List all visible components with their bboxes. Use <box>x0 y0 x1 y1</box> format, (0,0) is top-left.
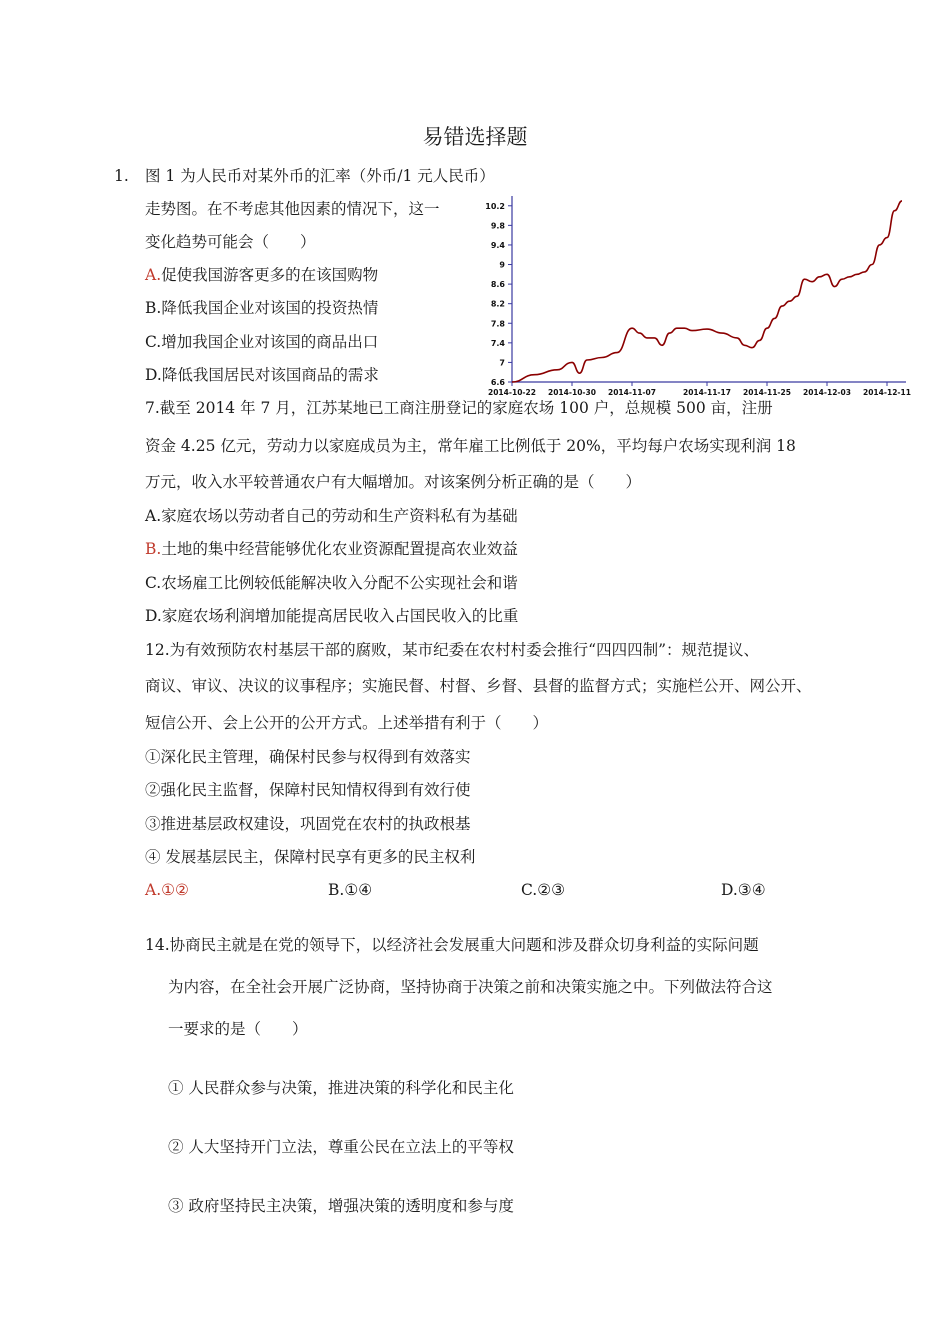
q14-item-2: ② 人大坚持开门立法，尊重公民在立法上的平等权 <box>168 1138 514 1156</box>
q1-option-b[interactable]: B.降低我国企业对该国的投资热情 <box>145 299 379 317</box>
q7-option-d[interactable]: D.家庭农场利润增加能提高居民收入占国民收入的比重 <box>145 607 519 625</box>
q12-item-2: ②强化民主监督，保障村民知情权得到有效行使 <box>145 781 471 799</box>
y-tick-label: 7.4 <box>490 338 505 348</box>
series-line <box>512 201 902 382</box>
q7-stem-line2: 资金 4.25 亿元，劳动力以家庭成员为主，常年雇工比例低于 20%，平均每户农场实现利润 18 <box>145 437 796 455</box>
q7-option-a[interactable]: A.家庭农场以劳动者自己的劳动和生产资料私有为基础 <box>145 507 518 525</box>
y-tick-label: 7.8 <box>490 319 505 329</box>
q12-choice-b[interactable]: B.①④ <box>328 881 373 899</box>
exchange-rate-chart <box>478 190 912 406</box>
q12-stem-line1: 12.为有效预防农村基层干部的腐败，某市纪委在农村村委会推行“四四四制”：规范提议、 <box>145 641 760 659</box>
q1-option-c[interactable]: C.增加我国企业对该国的商品出口 <box>145 333 379 351</box>
q1-stem-line3: 变化趋势可能会（ ） <box>145 233 316 251</box>
q12-stem-line2: 商议、审议、决议的议事程序；实施民督、村督、乡督、县督的监督方式；实施栏公开、网公开、 <box>145 677 812 695</box>
q14-stem-line1: 14.协商民主就是在党的领导下，以经济社会发展重大问题和涉及群众切身利益的实际问题 <box>145 936 759 954</box>
q12-item-4: ④ 发展基层民主，保障村民享有更多的民主权利 <box>145 848 476 866</box>
x-tick-label: 2014-11-25 <box>743 388 791 397</box>
q14-stem-line2: 为内容，在全社会开展广泛协商，坚持协商于决策之前和决策实施之中。下列做法符合这 <box>168 978 773 996</box>
x-tick-label: 2014-12-03 <box>803 388 851 397</box>
q1-option-d[interactable]: D.降低我国居民对该国商品的需求 <box>145 366 379 384</box>
q14-item-3: ③ 政府坚持民主决策，增强决策的透明度和参与度 <box>168 1197 514 1215</box>
page-title: 易错选择题 <box>422 125 528 149</box>
y-tick-label: 7 <box>499 358 505 368</box>
q7-option-b[interactable]: B.土地的集中经营能够优化农业资源配置提高农业效益 <box>145 540 518 558</box>
x-tick-label: 2014-11-07 <box>608 388 656 397</box>
q12-choice-c[interactable]: C.②③ <box>521 881 566 899</box>
y-tick-label: 8.2 <box>490 299 505 309</box>
q7-stem-line3: 万元，收入水平较普通农户有大幅增加。对该案例分析正确的是（ ） <box>145 473 642 491</box>
q12-choice-d[interactable]: D.③④ <box>721 881 766 899</box>
y-tick-label: 10.2 <box>485 201 505 211</box>
y-tick-label: 9.8 <box>490 221 505 231</box>
y-tick-label: 9.4 <box>490 240 505 250</box>
q1-stem-line1: 图 1 为人民币对某外币的汇率（外币/1 元人民币） <box>145 167 495 185</box>
q1-option-a[interactable]: A.促使我国游客更多的在该国购物 <box>145 266 379 284</box>
q14-stem-line3: 一要求的是（ ） <box>168 1020 308 1038</box>
y-tick-label: 6.6 <box>490 378 505 387</box>
q14-item-1: ① 人民群众参与决策，推进决策的科学化和民主化 <box>168 1079 514 1097</box>
q12-item-1: ①深化民主管理，确保村民参与权得到有效落实 <box>145 748 471 766</box>
chart-x-ticks <box>488 382 911 397</box>
chart-y-ticks <box>485 202 512 387</box>
x-tick-label: 2014-10-30 <box>548 388 596 397</box>
q12-stem-line3: 短信公开、会上公开的公开方式。上述举措有利于（ ） <box>145 714 549 732</box>
q12-item-3: ③推进基层政权建设，巩固党在农村的执政根基 <box>145 815 471 833</box>
x-tick-label: 2014-12-11 <box>863 388 911 397</box>
chart-axes <box>512 196 906 382</box>
y-tick-label: 8.6 <box>490 280 505 290</box>
q1-stem-line2: 走势图。在不考虑其他因素的情况下，这一 <box>145 200 440 218</box>
q7-option-c[interactable]: C.农场雇工比例较低能解决收入分配不公实现社会和谐 <box>145 574 518 592</box>
x-tick-label: 2014-10-22 <box>488 388 536 397</box>
y-tick-label: 9 <box>499 260 505 270</box>
q7-stem-line1: 7.截至 2014 年 7 月，江苏某地已工商注册登记的家庭农场 100 户，总规模 500 亩，注册 <box>145 399 773 417</box>
x-tick-label: 2014-11-17 <box>683 388 731 397</box>
q1-number: 1. <box>114 167 129 185</box>
q12-choice-a[interactable]: A.①② <box>145 881 189 899</box>
